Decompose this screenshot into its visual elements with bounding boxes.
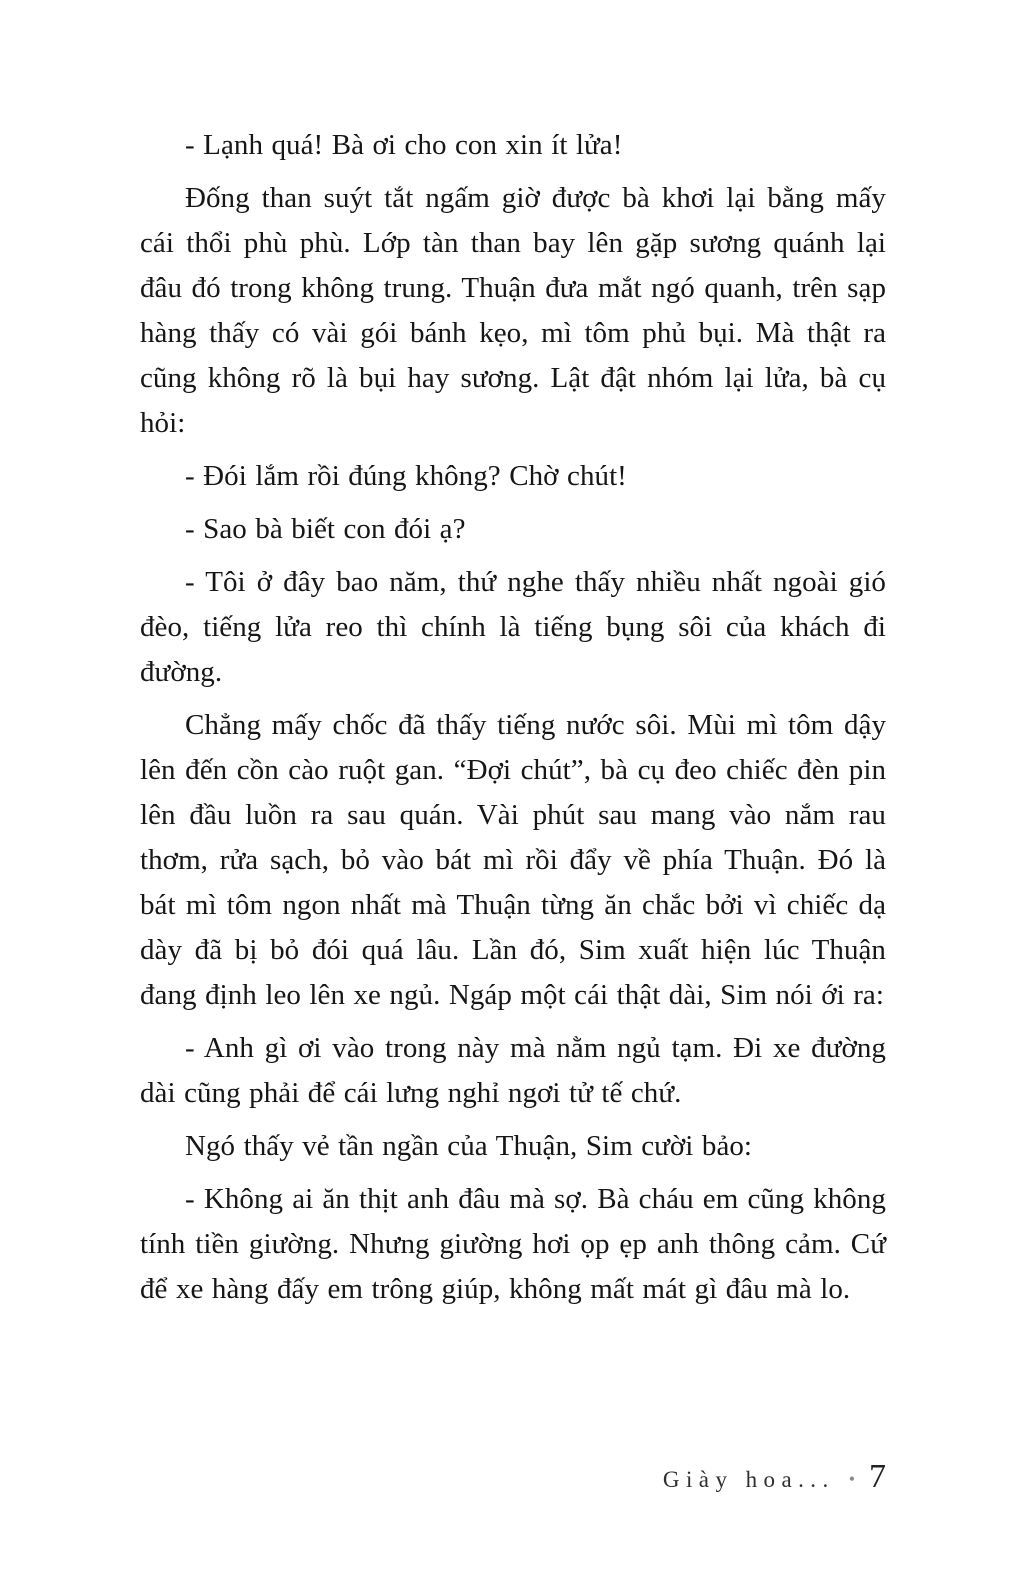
paragraph-dialogue: - Không ai ăn thịt anh đâu mà sợ. Bà cháu em cũng không tính tiền giường. Nhưng giường hơi ọp ẹp anh thông cảm. Cứ để xe hàng đấy em trông giúp, không mất mát gì đâu mà lo.	[140, 1183, 886, 1305]
body-text	[140, 123, 886, 1312]
separator-dot-icon: •	[848, 1469, 855, 1489]
page-number: 7	[869, 1458, 886, 1495]
paragraph: Chẳng mấy chốc đã thấy tiếng nước sôi. Mùi mì tôm dậy lên đến cồn cào ruột gan. “Đợi chút”, bà cụ đeo chiếc đèn pin lên đầu luồn ra sau quán. Vài phút sau mang vào nắm rau thơm, rửa sạch, bỏ vào bát mì rồi đẩy về phía Thuận. Đó là bát mì tôm ngon nhất mà Thuận từng ăn chắc bởi vì chiếc dạ dày đã bị bỏ đói quá lâu. Lần đó, Sim xuất hiện lúc Thuận đang định leo lên xe ngủ. Ngáp một cái thật dài, Sim nói ới ra:	[140, 709, 886, 1011]
paragraph-dialogue: - Anh gì ơi vào trong này mà nằm ngủ tạm. Đi xe đường dài cũng phải để cái lưng nghỉ ngơi tử tế chứ.	[140, 1032, 886, 1109]
paragraph: Ngó thấy vẻ tần ngần của Thuận, Sim cười bảo:	[185, 1130, 753, 1162]
paragraph: Đống than suýt tắt ngấm giờ được bà khơi lại bằng mấy cái thổi phù phù. Lớp tàn than bay lên gặp sương quánh lại đâu đó trong không trung. Thuận đưa mắt ngó quanh, trên sạp hàng thấy có vài gói bánh kẹo, mì tôm phủ bụi. Mà thật ra cũng không rõ là bụi hay sương. Lật đật nhóm lại lửa, bà cụ hỏi:	[140, 182, 886, 439]
paragraph-dialogue: - Lạnh quá! Bà ơi cho con xin ít lửa!	[185, 129, 623, 161]
paragraph-dialogue: - Tôi ở đây bao năm, thứ nghe thấy nhiều nhất ngoài gió đèo, tiếng lửa reo thì chính là tiếng bụng sôi của khách đi đường.	[140, 566, 886, 688]
paragraph-dialogue: - Đói lắm rồi đúng không? Chờ chút!	[185, 460, 627, 492]
running-title: Giày hoa...	[662, 1467, 835, 1492]
page-footer	[663, 1458, 886, 1496]
paragraph-dialogue: - Sao bà biết con đói ạ?	[185, 513, 466, 545]
